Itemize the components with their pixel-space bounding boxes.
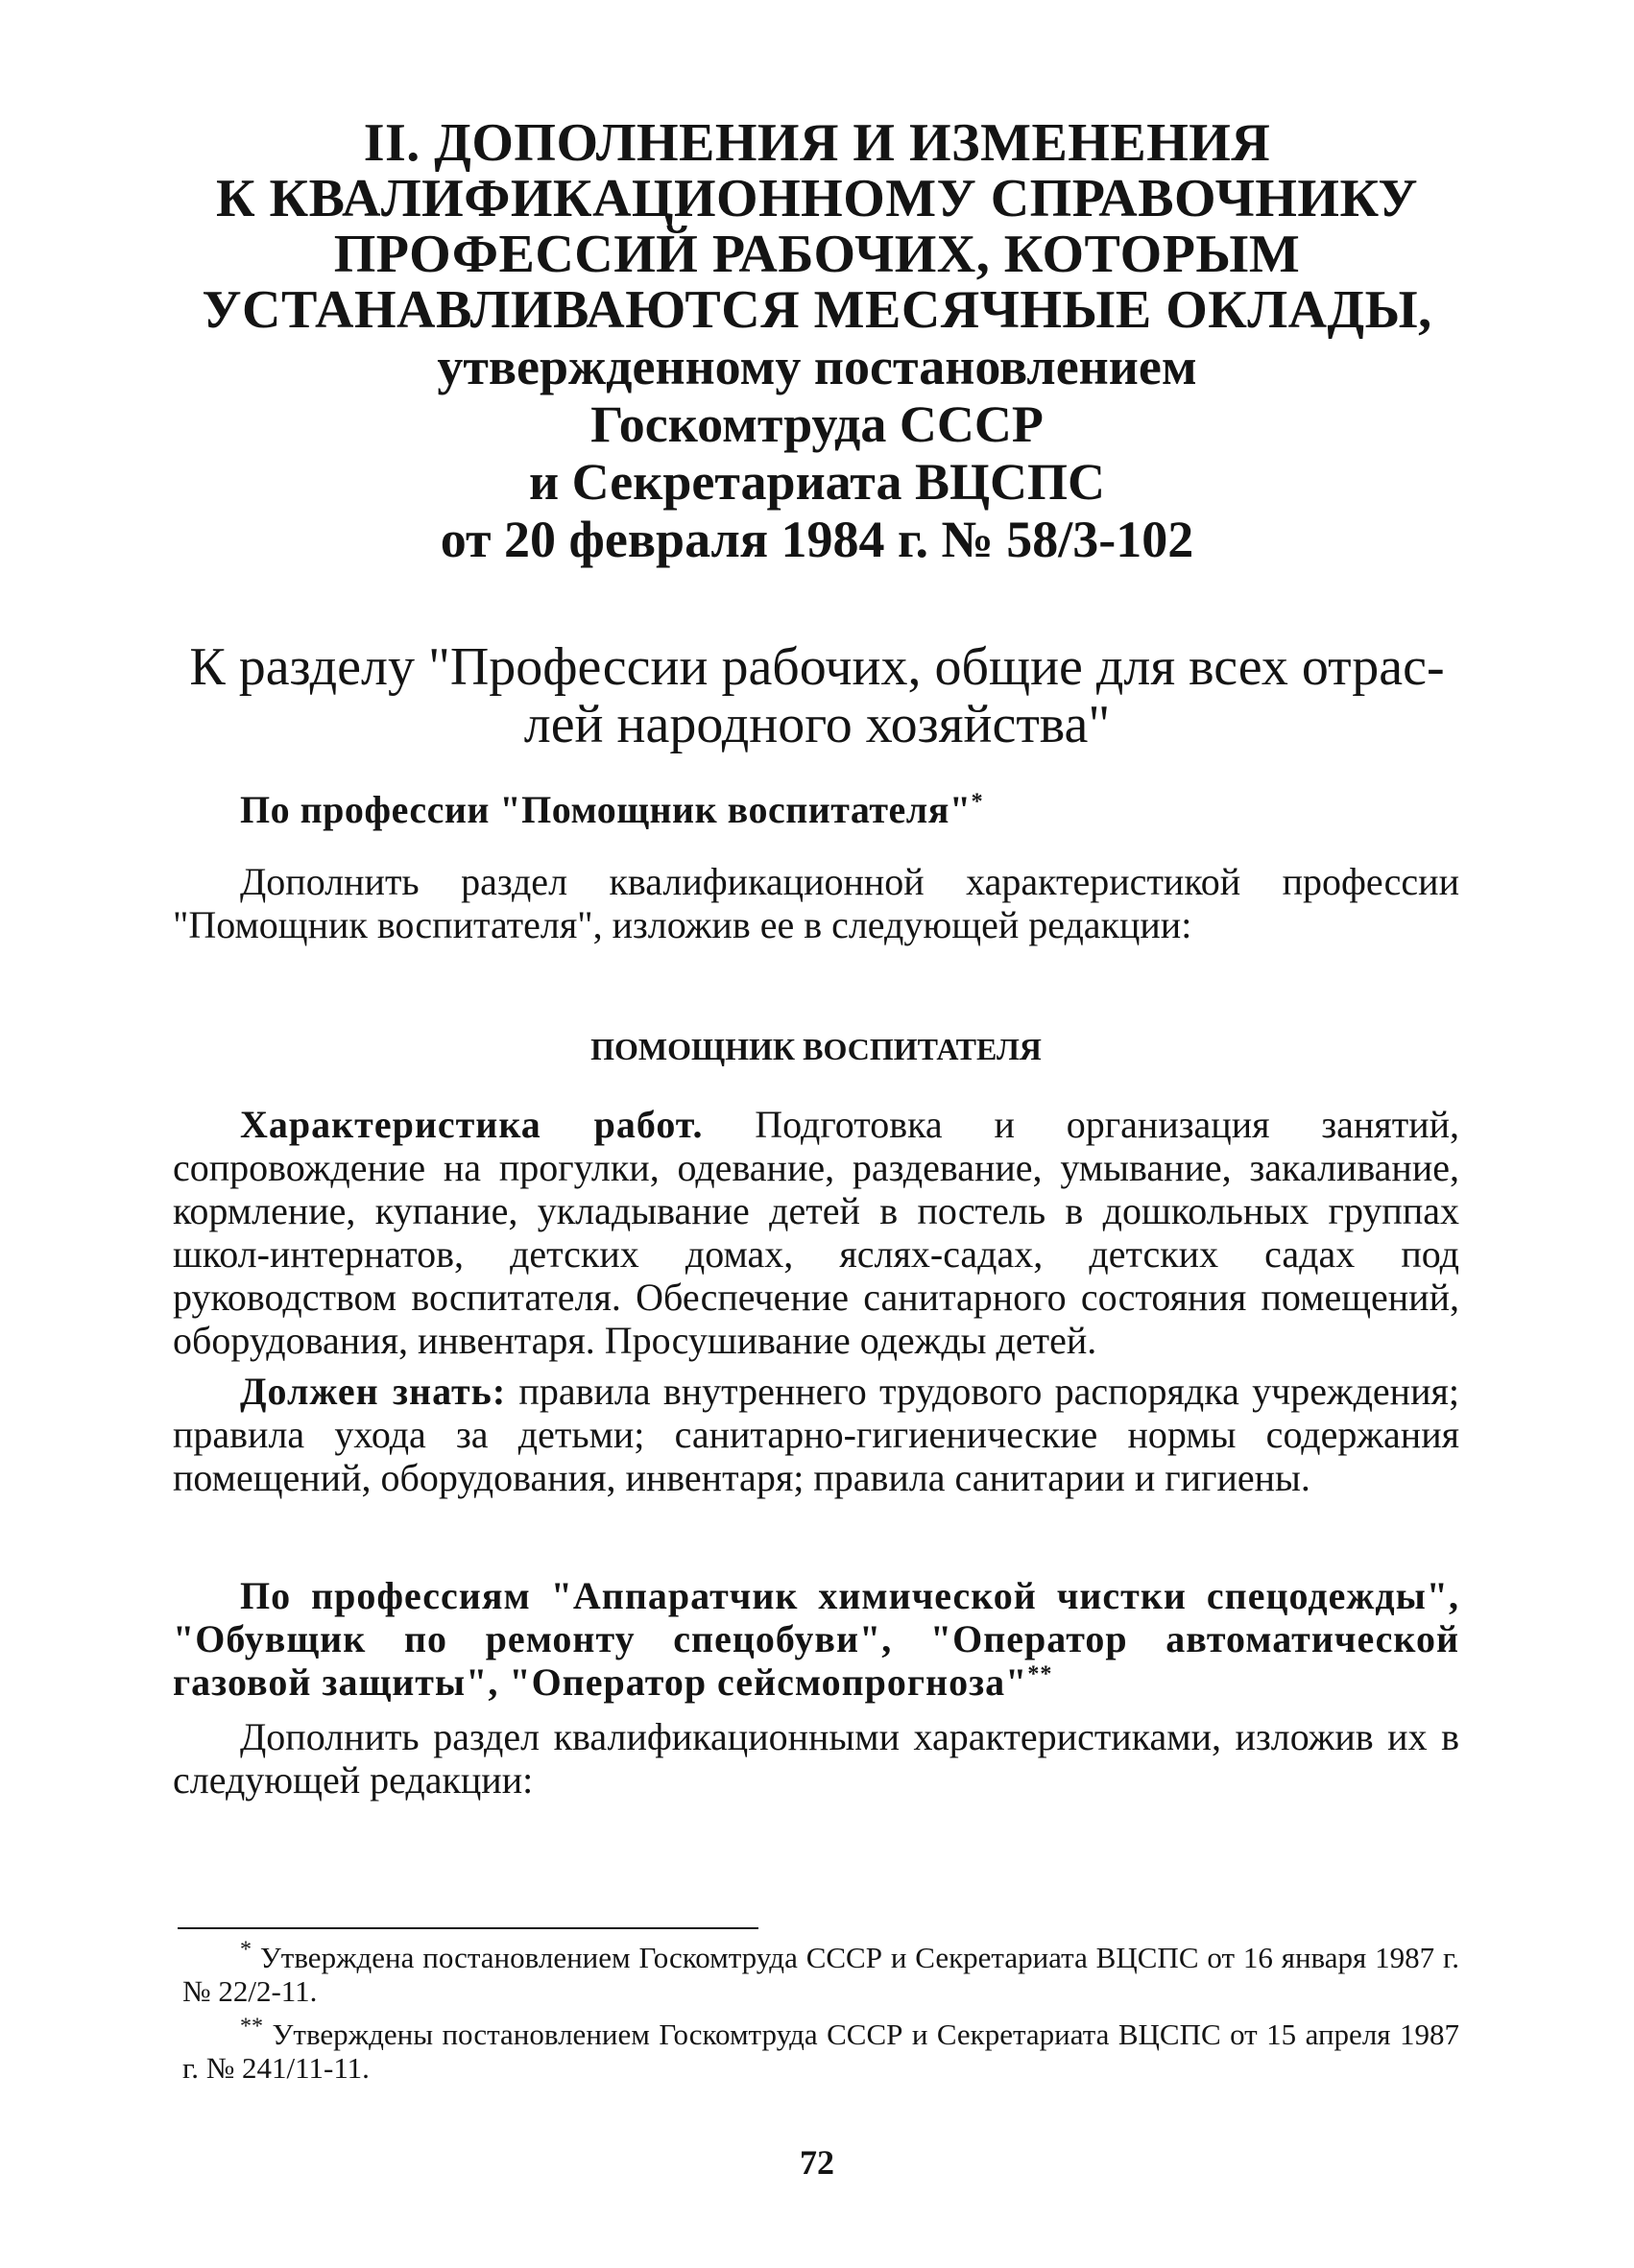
subtitle-line-3: и Секретариата ВЦСПС <box>529 453 1105 511</box>
profession-2-section <box>173 1574 1459 1802</box>
section-heading-line-2: лей народного хозяйства" <box>523 695 1111 754</box>
profession-1-section <box>173 789 1459 946</box>
title-line-3: ПРОФЕССИЙ РАБОЧИХ, КОТОРЫМ <box>333 225 1301 284</box>
document-title <box>144 115 1490 568</box>
profession-1-heading-text: По профессии "Помощник воспитателя" <box>240 788 972 831</box>
profession-2-intro: Дополнить раздел квалификационными характеристиками, изложив их в следующей редакции: <box>173 1715 1459 1802</box>
footnote-1-mark: * <box>240 1937 252 1963</box>
profession-1-heading <box>173 789 1459 831</box>
position-title: ПОМОЩНИК ВОСПИТАТЕЛЯ <box>590 1032 1042 1066</box>
must-know-label: Должен знать: <box>240 1370 507 1413</box>
subtitle-line-4: от 20 февраля 1984 г. № 58/3-102 <box>440 511 1194 568</box>
subtitle-line-1: утвержденному постановлением <box>437 338 1197 395</box>
profession-2-heading-text: По профессиям "Аппаратчик химической чистки спецодежды", "Обувщик по ремонту спецобуви", "Оператор автоматической газовой защиты", "Оператор сейсмопрогноза" <box>173 1574 1459 1704</box>
must-know-text: правила внутреннего трудового распорядка учреждения; правила ухода за детьми; санитарно-гигиенические нормы содержания помещений, оборудования, инвентаря; правила санитарии и гигиены. <box>173 1370 1460 1499</box>
position-section <box>173 1032 1459 1499</box>
footnote-2-mark: ** <box>240 2014 263 2040</box>
footnote-1-text: Утверждена постановлением Госкомтруда СССР и Секретариата ВЦСПС от 16 января 1987 г. № 22/2-11. <box>182 1941 1459 2008</box>
footnote-1 <box>182 1937 1459 2008</box>
title-line-4: УСТАНАВЛИВАЮТСЯ МЕСЯЧНЫЕ ОКЛАДЫ, <box>202 280 1432 340</box>
footnote-2 <box>182 2014 1459 2085</box>
page-number: 72 <box>800 2143 834 2182</box>
title-line-2: К КВАЛИФИКАЦИОННОМУ СПРАВОЧНИКУ <box>215 169 1419 228</box>
characteristics-label: Характеристика работ. <box>240 1103 704 1146</box>
section-heading-line-1: К разделу "Профессии рабочих, общие для всех отрас- <box>189 637 1445 697</box>
characteristics-paragraph <box>173 1103 1459 1362</box>
profession-1-intro: Дополнить раздел квалификационной характеристикой профессии "Помощник воспитателя", изложив ее в следующей редакции: <box>173 860 1459 946</box>
footnote-marker-1: * <box>971 789 984 815</box>
footnote-marker-2: ** <box>1027 1661 1053 1687</box>
characteristics-text: Подготовка и организация занятий, сопровождение на прогулки, одевание, раздевание, умывание, закаливание, кормление, купание, укладывание детей в постель в дошкольных группах школ-интернатов, детских домах, яслях-садах, детских садах под руководством воспитателя. Обеспечение санитарного состояния помещений, оборудования, инвентаря. Просушивание одежды детей. <box>173 1103 1460 1362</box>
profession-2-heading <box>173 1574 1459 1704</box>
must-know-paragraph <box>173 1370 1459 1499</box>
subtitle-line-2: Госкомтруда СССР <box>590 395 1044 453</box>
footnote-divider <box>178 1927 758 1929</box>
section-heading <box>173 638 1461 753</box>
footnote-2-text: Утверждены постановлением Госкомтруда СССР и Секретариата ВЦСПС от 15 апреля 1987 г. № 241/11-11. <box>182 2017 1459 2085</box>
title-line-1: II. ДОПОЛНЕНИЯ И ИЗМЕНЕНИЯ <box>363 113 1271 173</box>
